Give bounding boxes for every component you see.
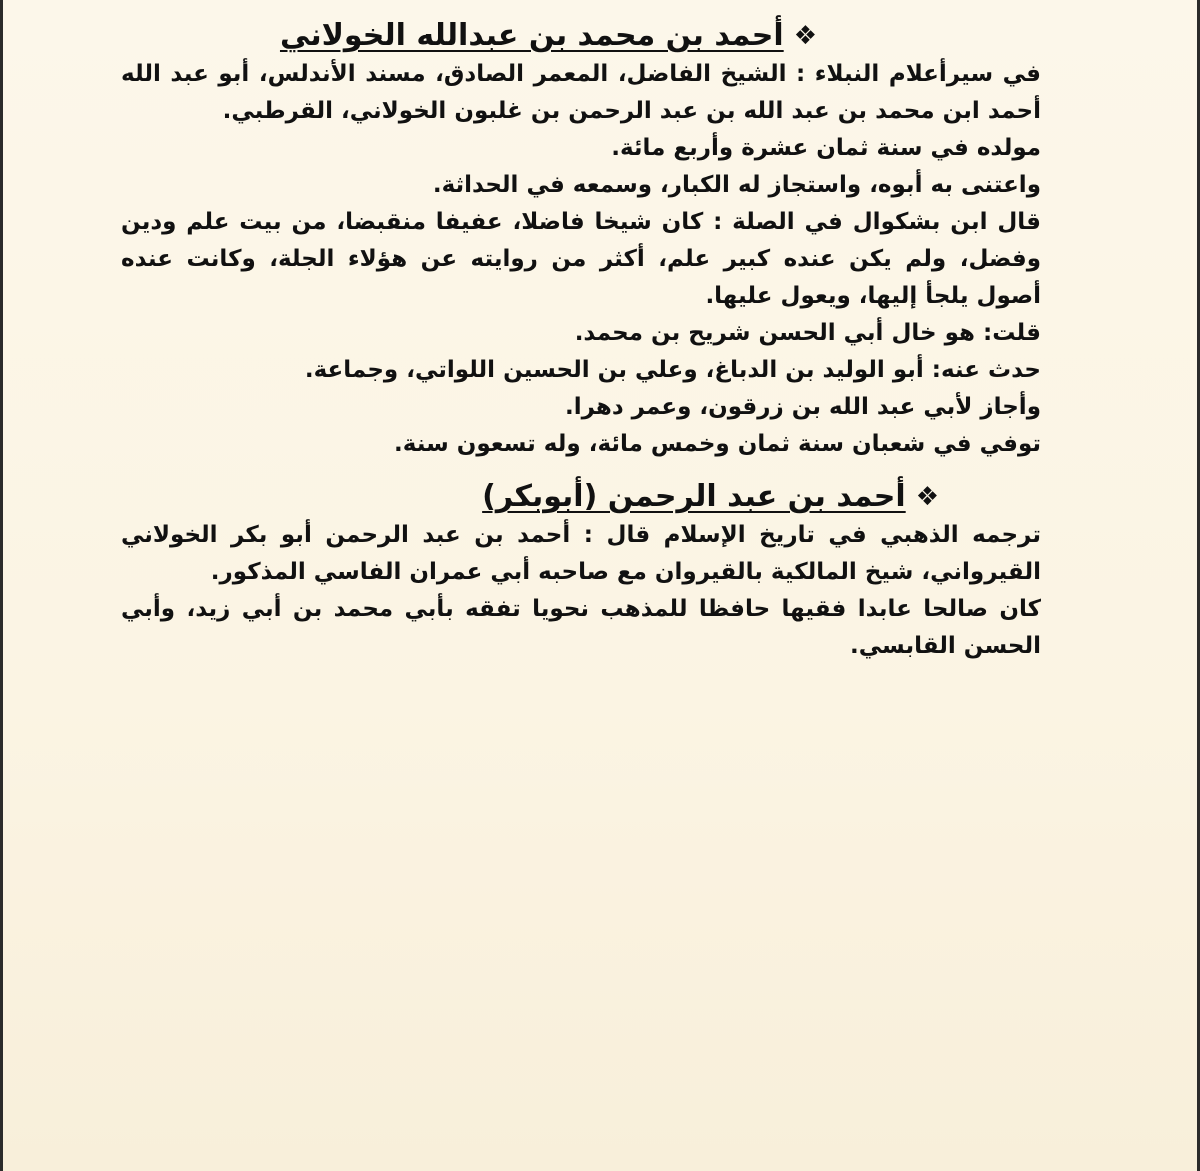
paragraph: كان صالحا عابدا فقيها حافظا للمذهب نحويا تفقه بأبي محمد بن أبي زيد، وأبي الحسن القابسي. [121,596,1041,659]
section-title: أحمد بن عبد الرحمن (أبوبكر) [482,479,906,514]
paragraph: واعتنى به أبوه، واستجاز له الكبار، وسمعه في الحداثة. [432,172,1041,198]
paragraph: توفي في شعبان سنة ثمان وخمس مائة، وله تسعون سنة. [394,431,1041,457]
paragraph: قال ابن بشكوال في الصلة : كان شيخا فاضلا، عفيفا منقبضا، من بيت علم ودين وفضل، ولم يكن عنده كبير علم، أكثر من روايته عن هؤلاء الجلة، وكانت عنده أصول يلجأ إليها، ويعول عليها. [121,209,1041,309]
paragraph: وأجاز لأبي عبد الله بن زرقون، وعمر دهرا. [564,394,1041,420]
paragraph: ترجمه الذهبي في تاريخ الإسلام قال : أحمد بن عبد الرحمن أبو بكر الخولاني القيرواني، شيخ المالكية بالقيروان مع صاحبه أبي عمران الفاسي المذكور. [121,522,1041,585]
diamond-bullet-icon: ❖ [915,482,939,512]
paragraph: قلت: هو خال أبي الحسن شريح بن محمد. [574,320,1041,346]
section-heading-khawlani [121,16,817,56]
section-heading-abu-bakr [121,477,939,517]
section-title: أحمد بن محمد بن عبدالله الخولاني [279,18,784,53]
paragraph: في سيرأعلام النبلاء : الشيخ الفاضل، المعمر الصادق، مسند الأندلس، أبو عبد الله أحمد ابن محمد بن عبد الله بن عبد الرحمن بن غلبون الخولاني، القرطبي. [121,61,1041,124]
document-page [121,8,1041,665]
diamond-bullet-icon: ❖ [793,21,817,51]
paragraph: مولده في سنة ثمان عشرة وأربع مائة. [611,135,1041,161]
paragraph: حدث عنه: أبو الوليد بن الدباغ، وعلي بن الحسين اللواتي، وجماعة. [304,357,1041,383]
